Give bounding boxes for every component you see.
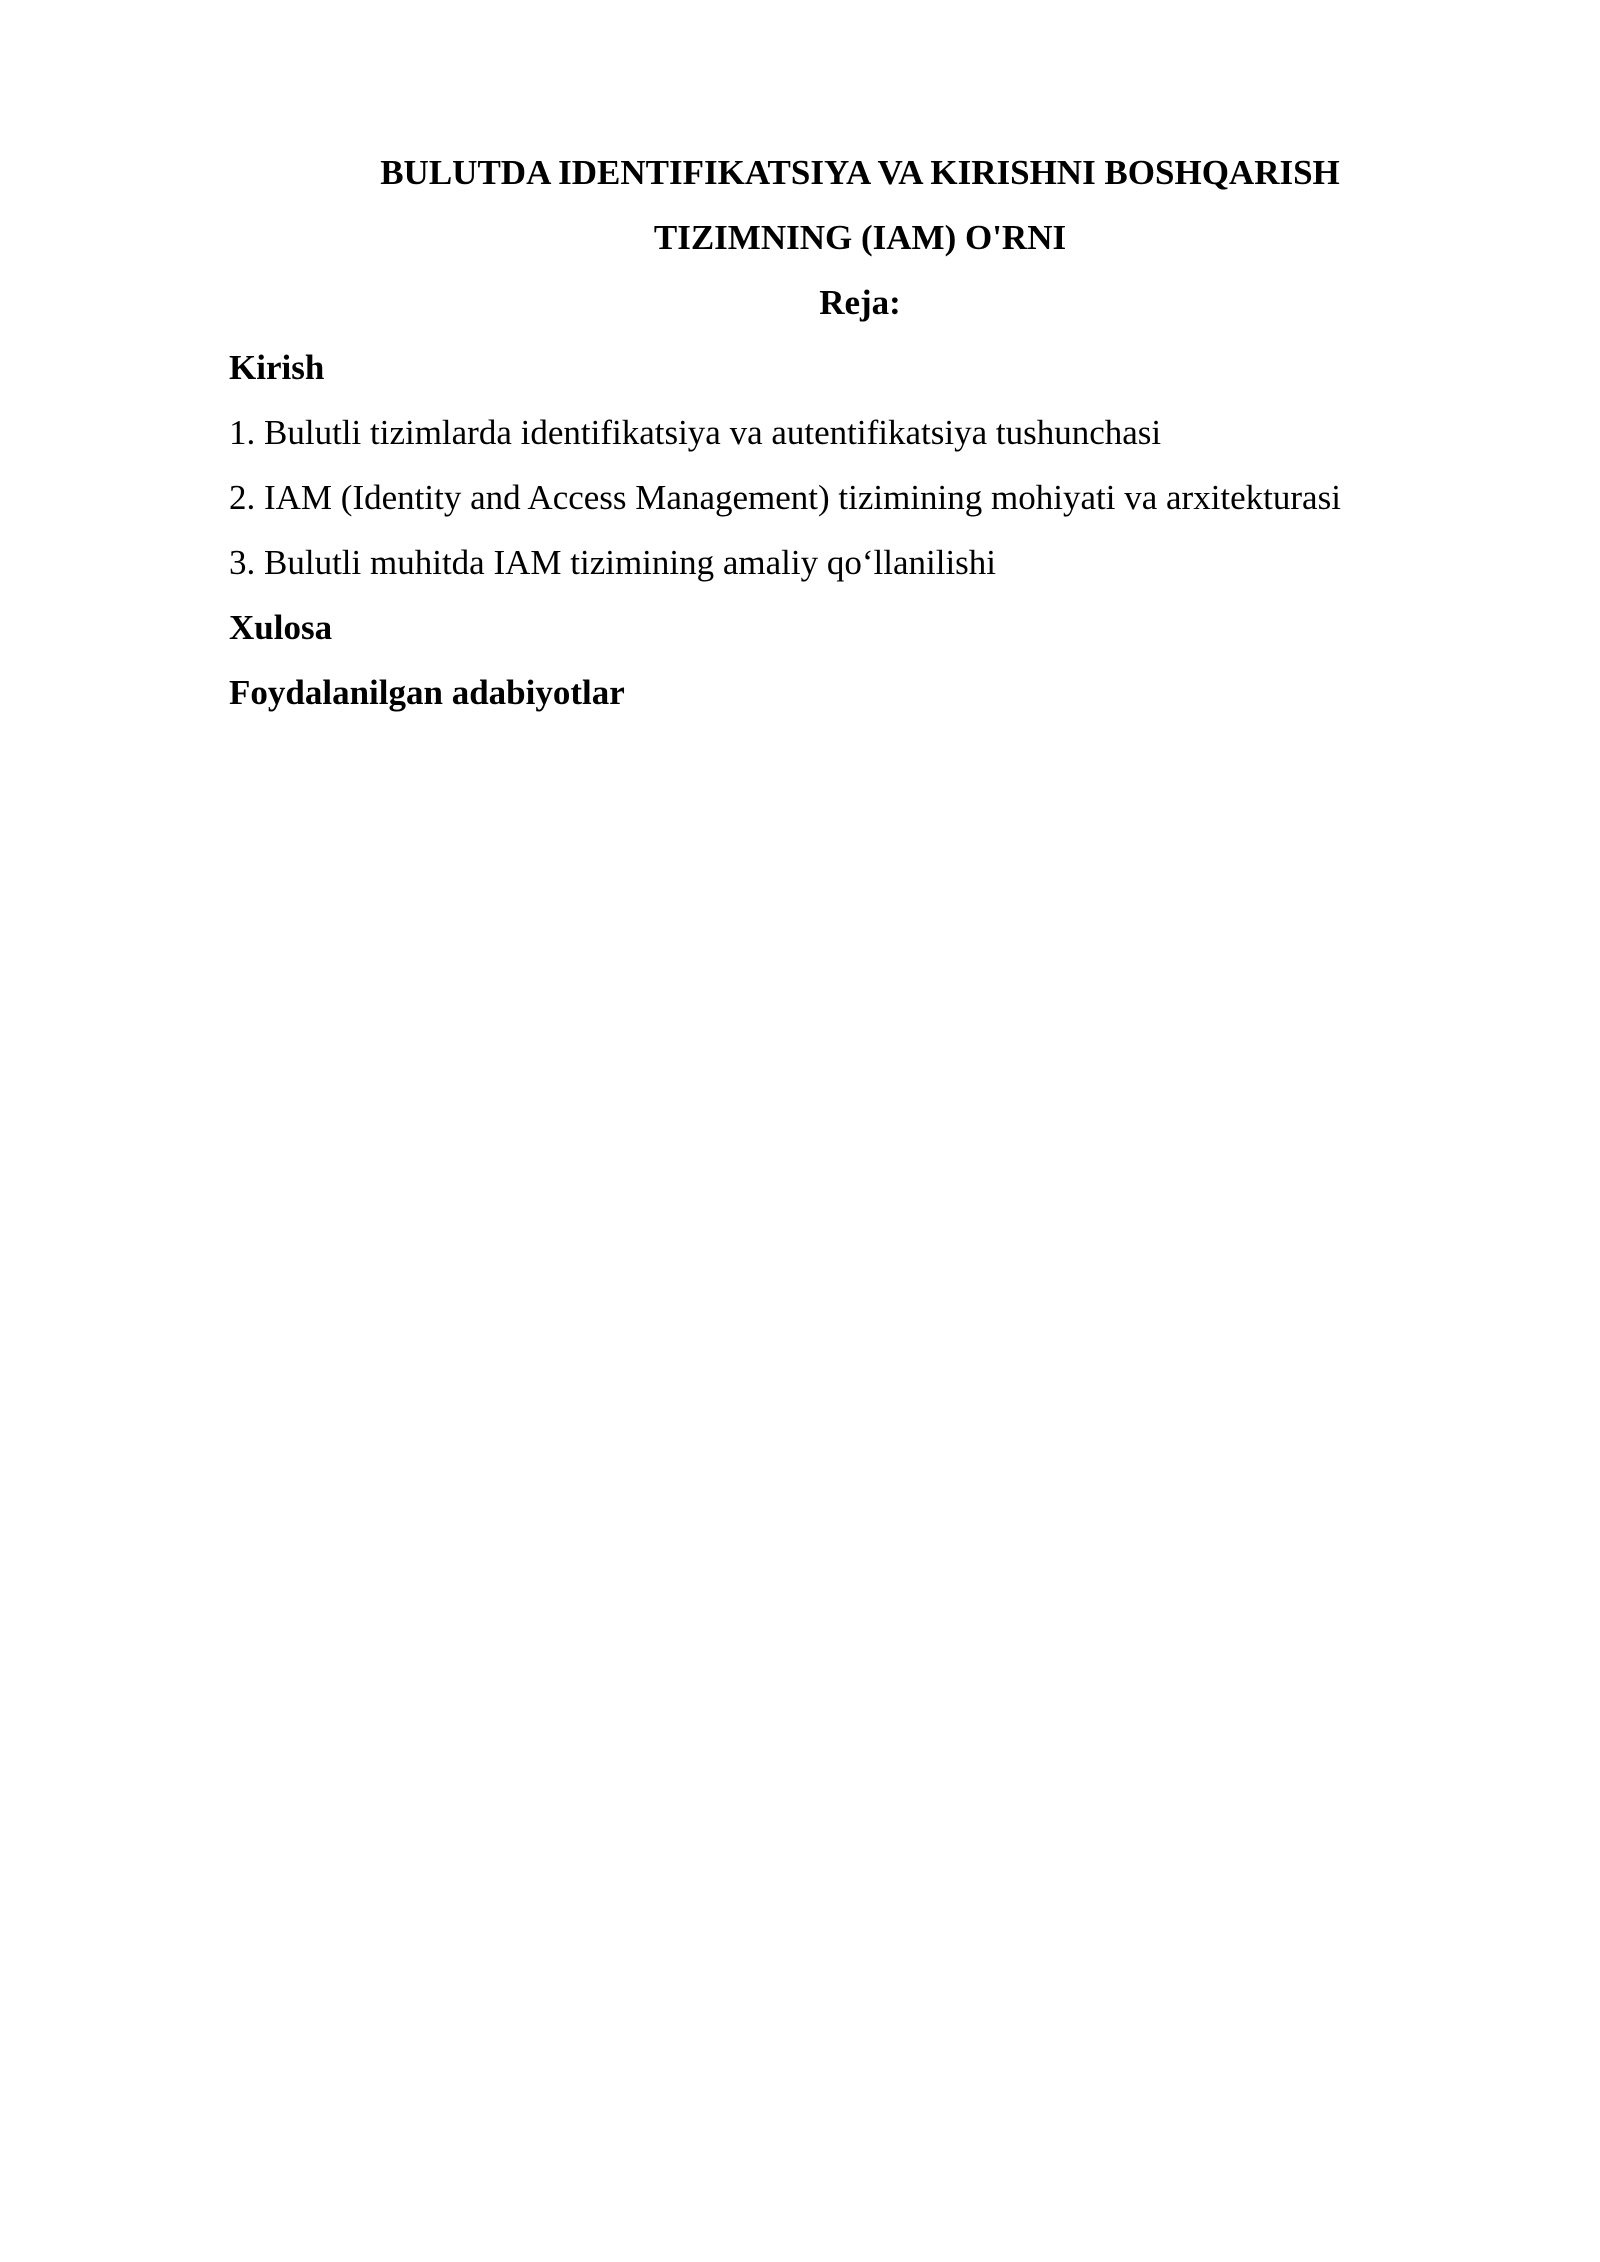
toc-intro: Kirish — [229, 348, 325, 387]
document-title-line-2: TIZIMNING (IAM) O'RNI — [653, 218, 1067, 257]
toc-references: Foydalanilgan adabiyotlar — [229, 673, 625, 712]
toc-item-2: 2. IAM (Identity and Access Management) tizimining mohiyati va arxitekturasi — [229, 478, 1341, 517]
toc-item-3: 3. Bulutli muhitda IAM tizimining amaliy qo‘llanilishi — [229, 543, 997, 582]
document-title-line-1: BULUTDA IDENTIFIKATSIYA VA KIRISHNI BOSHQARISH — [380, 153, 1340, 192]
toc-conclusion: Xulosa — [229, 608, 333, 647]
toc-item-1: 1. Bulutli tizimlarda identifikatsiya va autentifikatsiya tushunchasi — [229, 413, 1162, 452]
plan-heading: Reja: — [819, 283, 901, 322]
